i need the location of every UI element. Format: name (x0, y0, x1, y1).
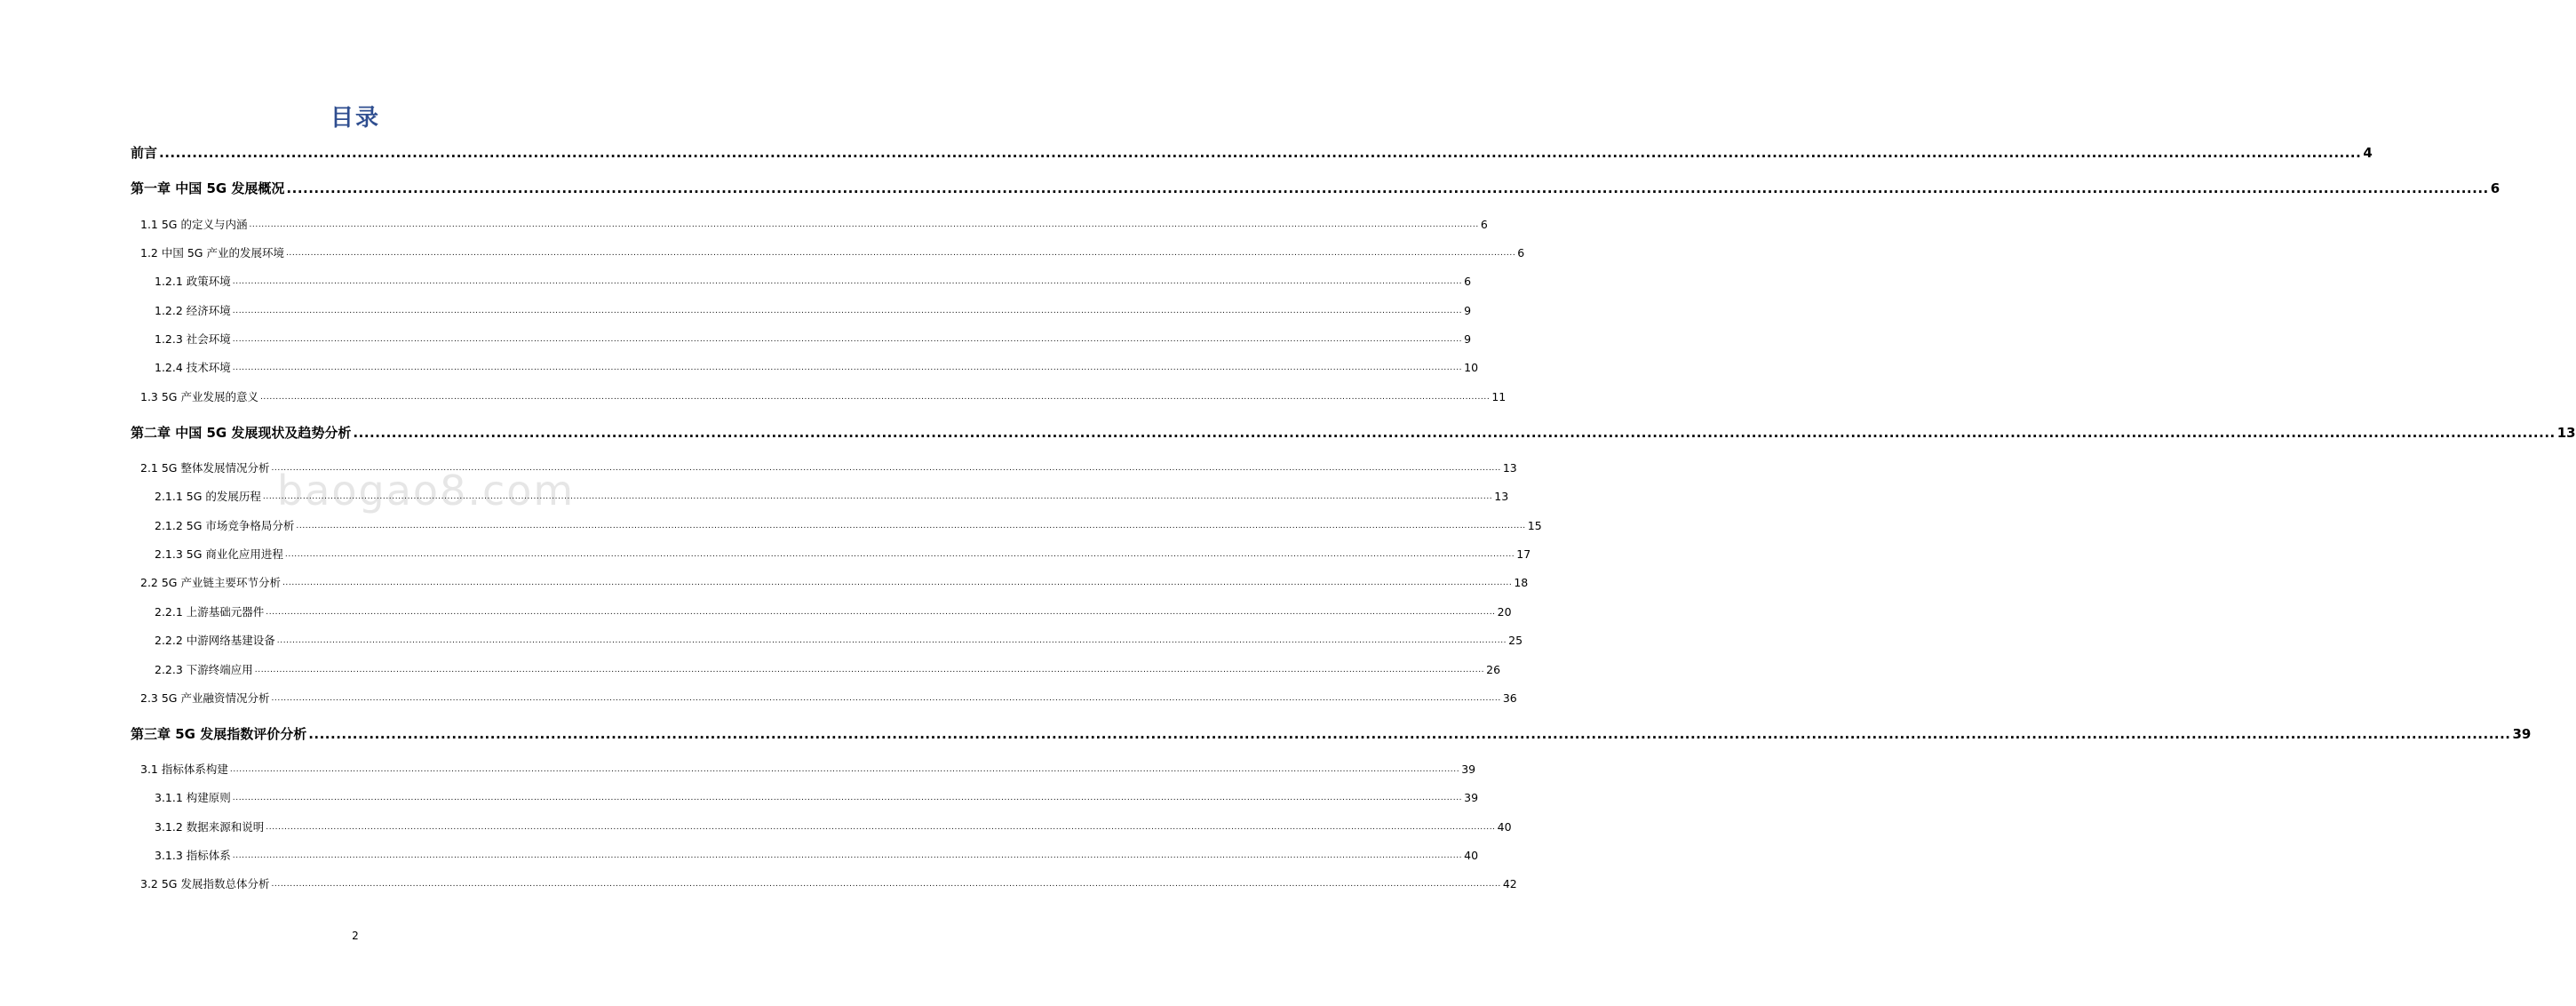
toc-entry-label: 2.1.1 5G 的发展历程 (155, 490, 261, 503)
toc-dot-leader: ................................................................................................................................................................................................................................................................................................................................................................................................................ (254, 666, 1485, 675)
toc-entry-label: 1.2.2 经济环境 (155, 304, 231, 317)
toc-entry-label: 2.2.3 下游终端应用 (155, 663, 253, 676)
toc-entry-label: 第一章 中国 5G 发展概况 (131, 180, 285, 196)
toc-entry-page: 39 (1461, 762, 1476, 776)
toc-entry-label: 前言 (131, 145, 158, 161)
toc-entry[interactable] (140, 216, 1488, 234)
toc-entry-label: 3.1.1 构建原则 (155, 791, 231, 804)
page-title: 目录 (330, 105, 380, 132)
toc-entry-page: 13 (2556, 425, 2576, 441)
toc-entry[interactable] (155, 661, 1501, 679)
toc-entry-page: 36 (1502, 691, 1517, 705)
toc-entry-page: 13 (1494, 490, 1509, 503)
toc-entry[interactable] (155, 847, 1479, 865)
toc-entry[interactable] (140, 244, 1525, 262)
toc-entry-label: 2.2 5G 产业链主要环节分析 (140, 576, 281, 589)
toc-entry-page: 10 (1464, 361, 1479, 374)
toc-entry[interactable] (155, 517, 1542, 535)
toc-dot-leader: ................................................................................................................................................................................................................................................................................................................................................................................................................ (159, 145, 2362, 161)
toc-entry[interactable] (155, 603, 1512, 621)
toc-entry[interactable] (155, 789, 1479, 807)
toc-entry[interactable] (140, 761, 1476, 778)
toc-dot-leader: ................................................................................................................................................................................................................................................................................................................................................................................................................ (286, 180, 2489, 196)
toc-entry-label: 2.3 5G 产业融资情况分析 (140, 691, 270, 705)
toc-entry[interactable] (131, 144, 2373, 162)
toc-dot-leader: ................................................................................................................................................................................................................................................................................................................................................................................................................ (249, 220, 1479, 229)
toc-entry[interactable] (140, 875, 1517, 893)
toc-dot-leader: ................................................................................................................................................................................................................................................................................................................................................................................................................ (229, 765, 1460, 774)
toc-entry-label: 3.1 指标体系构建 (140, 762, 228, 776)
toc-entry-label: 1.2.3 社会环境 (155, 332, 231, 346)
toc-entry[interactable] (155, 331, 1472, 348)
toc-dot-leader: ................................................................................................................................................................................................................................................................................................................................................................................................................ (282, 579, 1513, 587)
toc-dot-leader: ................................................................................................................................................................................................................................................................................................................................................................................................................ (232, 335, 1463, 344)
toc-entry-label: 3.1.3 指标体系 (155, 849, 231, 862)
toc-entry[interactable] (155, 818, 1512, 836)
toc-entry[interactable] (140, 388, 1507, 406)
toc-entry-page: 39 (1464, 791, 1479, 804)
toc-dot-leader: ................................................................................................................................................................................................................................................................................................................................................................................................................ (276, 636, 1507, 645)
toc-entry-label: 2.1 5G 整体发展情况分析 (140, 461, 270, 475)
toc-entry-page: 9 (1464, 332, 1472, 346)
toc-entry-label: 1.2 中国 5G 产业的发展环境 (140, 246, 284, 259)
toc-entry[interactable] (131, 725, 2532, 743)
toc-entry[interactable] (155, 488, 1509, 506)
toc-entry-label: 3.1.2 数据来源和说明 (155, 820, 265, 834)
toc-entry-label: 1.3 5G 产业发展的意义 (140, 390, 258, 403)
toc-entry-page: 4 (2363, 145, 2373, 161)
toc-entry-page: 13 (1502, 461, 1517, 475)
toc-entry-label: 3.2 5G 发展指数总体分析 (140, 877, 270, 890)
toc-entry-page: 6 (2490, 180, 2500, 196)
toc-dot-leader: ................................................................................................................................................................................................................................................................................................................................................................................................................ (271, 880, 1501, 889)
toc-entry-label: 2.1.2 5G 市场竞争格局分析 (155, 519, 295, 532)
toc-entry[interactable] (140, 690, 1517, 707)
toc-dot-leader: ................................................................................................................................................................................................................................................................................................................................................................................................................ (232, 363, 1463, 372)
toc-entry[interactable] (155, 632, 1523, 650)
toc-dot-leader: ................................................................................................................................................................................................................................................................................................................................................................................................................ (232, 851, 1463, 860)
toc-entry[interactable] (140, 574, 1529, 592)
toc-entry-label: 2.2.1 上游基础元器件 (155, 605, 265, 619)
toc-dot-leader: ................................................................................................................................................................................................................................................................................................................................................................................................................ (296, 522, 1526, 531)
page-number: 2 (352, 930, 359, 942)
toc-dot-leader: ................................................................................................................................................................................................................................................................................................................................................................................................................ (284, 550, 1515, 559)
toc-entry-page: 25 (1508, 634, 1523, 647)
toc-entry[interactable] (155, 302, 1472, 320)
toc-entry[interactable] (131, 424, 2576, 442)
toc-entry-page: 18 (1514, 576, 1529, 589)
toc-dot-leader: ................................................................................................................................................................................................................................................................................................................................................................................................................ (308, 726, 2511, 742)
toc-entry-page: 39 (2512, 726, 2532, 742)
toc-dot-leader: ................................................................................................................................................................................................................................................................................................................................................................................................................ (232, 277, 1463, 286)
toc-dot-leader: ................................................................................................................................................................................................................................................................................................................................................................................................................ (232, 794, 1463, 802)
toc-entry-page: 6 (1464, 275, 1472, 288)
toc-dot-leader: ................................................................................................................................................................................................................................................................................................................................................................................................................ (285, 249, 1516, 258)
toc-dot-leader: ................................................................................................................................................................................................................................................................................................................................................................................................................ (271, 694, 1501, 703)
toc-entry-page: 6 (1517, 246, 1525, 259)
toc-entry-page: 6 (1480, 218, 1488, 231)
toc-dot-leader: ................................................................................................................................................................................................................................................................................................................................................................................................................ (266, 608, 1496, 617)
toc-entry-page: 26 (1486, 663, 1501, 676)
toc-entry-label: 1.2.4 技术环境 (155, 361, 231, 374)
toc-entry-page: 40 (1497, 820, 1512, 834)
toc-dot-leader: ................................................................................................................................................................................................................................................................................................................................................................................................................ (266, 823, 1496, 832)
toc-dot-leader: ................................................................................................................................................................................................................................................................................................................................................................................................................ (262, 492, 1493, 501)
toc-entry-label: 第三章 5G 发展指数评价分析 (131, 726, 307, 742)
toc-entry[interactable] (155, 359, 1479, 377)
toc-entry-label: 2.2.2 中游网络基建设备 (155, 634, 275, 647)
toc-entry-page: 15 (1527, 519, 1542, 532)
toc-dot-leader: ................................................................................................................................................................................................................................................................................................................................................................................................................ (271, 464, 1501, 473)
toc-entry-page: 11 (1491, 390, 1507, 403)
toc-entry-page: 42 (1502, 877, 1517, 890)
toc-dot-leader: ................................................................................................................................................................................................................................................................................................................................................................................................................ (353, 425, 2556, 441)
toc-entry-page: 40 (1464, 849, 1479, 862)
toc-entry[interactable] (155, 546, 1531, 563)
toc-entry-label: 1.1 5G 的定义与内涵 (140, 218, 248, 231)
toc-dot-leader: ................................................................................................................................................................................................................................................................................................................................................................................................................ (232, 307, 1463, 315)
toc-entry-page: 20 (1497, 605, 1512, 619)
toc-entry-label: 1.2.1 政策环境 (155, 275, 231, 288)
toc-entry-label: 2.1.3 5G 商业化应用进程 (155, 547, 283, 561)
toc-dot-leader: ................................................................................................................................................................................................................................................................................................................................................................................................................ (259, 393, 1491, 402)
toc-entry-page: 9 (1464, 304, 1472, 317)
toc-entry[interactable] (155, 273, 1472, 291)
watermark: baogao8.com (277, 467, 576, 515)
toc-entry[interactable] (140, 459, 1517, 477)
toc-entry[interactable] (131, 180, 2500, 197)
toc-entry-page: 17 (1516, 547, 1531, 561)
toc-entry-label: 第二章 中国 5G 发展现状及趋势分析 (131, 425, 352, 441)
